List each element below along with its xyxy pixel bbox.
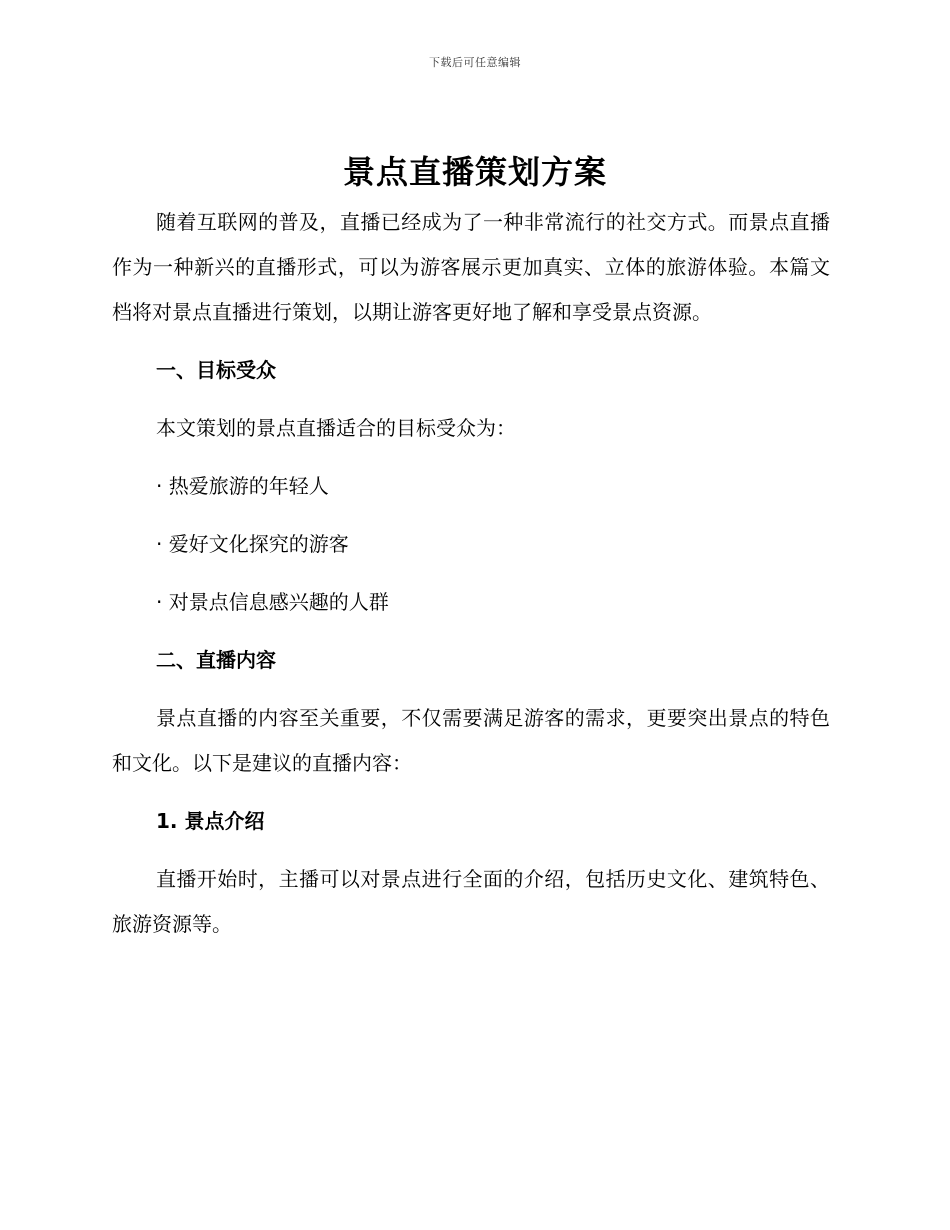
target-audience-lead: 本文策划的景点直播适合的目标受众为： xyxy=(156,416,516,440)
bullet-item: · 热爱旅游的年轻人 xyxy=(156,474,329,498)
document-body xyxy=(112,200,830,947)
attraction-intro-paragraph: 直播开始时，主播可以对景点进行全面的介绍，包括历史文化、建筑特色、旅游资源等。 xyxy=(112,867,830,936)
document-title: 景点直播策划方案 xyxy=(342,153,607,191)
intro-paragraph: 随着互联网的普及，直播已经成为了一种非常流行的社交方式。而景点直播作为一种新兴的直播形式，可以为游客展示更加真实、立体的旅游体验。本篇文档将对景点直播进行策划，以期让游客更好地了解和享受景点资源。 xyxy=(112,210,830,324)
bullet-item: · 对景点信息感兴趣的人群 xyxy=(156,590,389,614)
section-heading-live-content: 二、直播内容 xyxy=(156,648,276,672)
subsection-heading-attraction-intro: 1. 景点介绍 xyxy=(156,809,265,833)
live-content-paragraph: 景点直播的内容至关重要，不仅需要满足游客的需求，更要突出景点的特色和文化。以下是建议的直播内容： xyxy=(112,706,830,775)
bullet-item: · 爱好文化探究的游客 xyxy=(156,532,349,556)
header-note: 下载后可任意编辑 xyxy=(429,56,521,69)
section-heading-target-audience: 一、目标受众 xyxy=(156,358,276,382)
